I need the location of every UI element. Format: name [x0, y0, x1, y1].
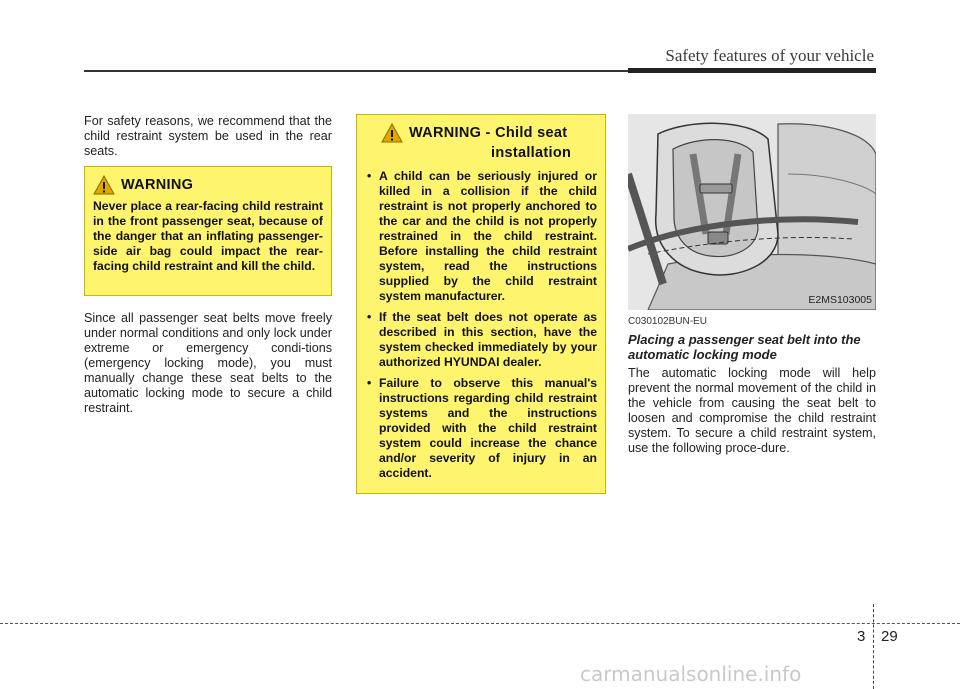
- child-seat-drawing: [628, 114, 876, 310]
- chapter-number: 3: [857, 628, 866, 645]
- section-subheading: Placing a passenger seat belt into the automatic locking mode: [628, 332, 861, 362]
- header-rule-accent: [628, 68, 876, 73]
- warning2-header: [365, 123, 597, 163]
- seat-belt-text: Since all passenger seat belts move freely under normal conditions and only lock under extreme or emergency condi-tions (emergency locking mode), you must manually change these seat belts to the automatic locking mode to secure a child restraint.: [84, 311, 332, 415]
- page-header-title: Safety features of your vehicle: [665, 46, 874, 65]
- warning2-bullet: • A child can be seriously injured or killed in a collision if the child restraint is not properly anchored to the car and the child is not properly restrained in the child restraint. Before installing the child restraint system, read the instructions supplied by the child restraint system manufacturer.: [365, 169, 597, 304]
- intro-paragraph: For safety reasons, we recommend that the child restraint system be used in the rear seats.: [84, 114, 332, 158]
- automatic-locking-paragraph: The automatic locking mode will help prevent the normal movement of the child in the vehicle from causing the seat belt to loosen and compromise the child restraint system. To secure a child restraint system, use the following proce-dure.: [628, 366, 876, 455]
- warning2-subtitle-2: installation: [491, 145, 572, 161]
- warning-box-rear-facing: [84, 166, 332, 296]
- warning-box-child-seat-installation: [356, 114, 606, 494]
- page-number-divider: [873, 604, 875, 689]
- warning2-title: WARNING -: [409, 125, 491, 141]
- page-number: 29: [881, 628, 898, 645]
- figure-code: E2MS103005: [808, 294, 872, 306]
- warning-text: Never place a rear-facing child restraint in the front passenger seat, because of the danger that an inflating passenger-side air bag could impact the rear-facing child restraint and kill the child.: [93, 199, 323, 273]
- seat-belt-paragraph: [84, 311, 332, 416]
- warning-triangle-icon: [93, 175, 115, 195]
- column-left: [84, 114, 332, 159]
- warning2-bullet: • If the seat belt does not operate as described in this section, have the system checked immediately by your authorized HYUNDAI dealer.: [365, 310, 597, 370]
- child-seat-illustration: [628, 114, 876, 310]
- reference-code: C030102BUN-EU: [628, 316, 707, 327]
- watermark-text: carmanualsonline.info: [580, 662, 802, 686]
- warning2-title-block: [409, 123, 571, 163]
- warning-title: WARNING: [121, 177, 194, 193]
- warning2-bullet: • Failure to observe this manual's instructions regarding child restraint systems and the instructions provided with the child restraint system could increase the chance and/or severity of injury in an accident.: [365, 376, 597, 481]
- warning2-bullet-list: [365, 169, 597, 481]
- warning-header: [93, 175, 323, 195]
- warning2-subtitle-1: Child seat: [495, 125, 568, 141]
- warning-triangle-icon: [381, 123, 403, 143]
- footer-dashed-rule: [0, 623, 960, 624]
